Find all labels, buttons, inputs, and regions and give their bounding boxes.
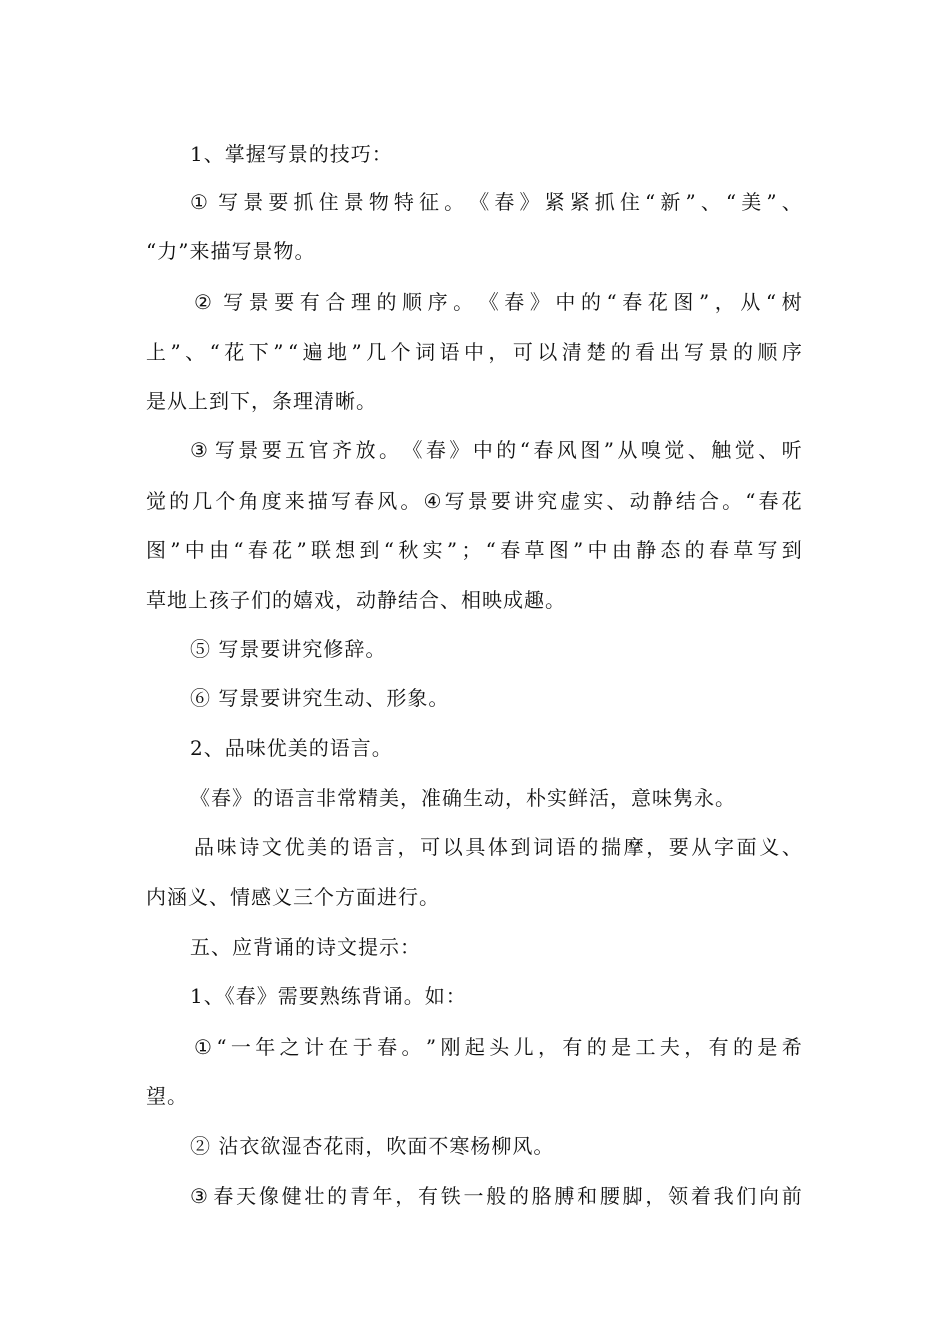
text-char: 要 [274, 290, 295, 314]
text-char: 楚 [586, 340, 607, 364]
text-char: ③ [190, 1184, 208, 1208]
text-char: ” [573, 538, 584, 562]
text-char: 觉 [734, 438, 755, 462]
text-char: 具 [465, 835, 486, 859]
text-char: “ [383, 538, 395, 562]
text-char: 、 [185, 340, 206, 364]
text-char: 虚 [560, 489, 581, 513]
text-char: 夫 [659, 1035, 680, 1059]
text-char: 着 [690, 1184, 711, 1208]
text-char: 触 [711, 438, 732, 462]
text-char: ， [645, 1184, 666, 1208]
text-char: 春 [425, 438, 446, 462]
text-char: 紧 [544, 190, 565, 214]
text-char: 由 [611, 538, 632, 562]
text-char: 春 [377, 1035, 398, 1059]
text-char: 摩 [623, 835, 644, 859]
text-char: 花 [224, 340, 245, 364]
text-char: 静 [652, 489, 673, 513]
text-char: 于 [352, 1035, 373, 1059]
text-line [194, 289, 802, 315]
text-char: 春 [758, 489, 779, 513]
text-char: 写 [331, 489, 351, 513]
text-char: 树 [781, 290, 802, 314]
text-char: “ [216, 1035, 227, 1059]
text-char: 春 [533, 438, 554, 462]
text-char: 揣 [600, 835, 621, 859]
text-line: ⑥ 写景要讲究生动、形象。 [190, 686, 450, 710]
text-char: 花 [272, 538, 293, 562]
text-char: 们 [736, 1184, 757, 1208]
text-char: 》 [449, 438, 470, 462]
text-char: ， [395, 1184, 416, 1208]
text-char: 实 [422, 538, 443, 562]
text-char: 一 [463, 1184, 484, 1208]
text-char: 春 [213, 1184, 234, 1208]
text-char: 、 [758, 438, 779, 462]
text-char: 和 [577, 1184, 598, 1208]
text-char: 写 [444, 489, 465, 513]
text-char: 写 [214, 438, 235, 462]
text-char: 住 [619, 190, 640, 214]
text-char: 特 [393, 190, 414, 214]
text-char: 到 [359, 538, 380, 562]
text-line: 草地上孩子们的嬉戏，动静结合、相映成趣。 [146, 588, 566, 612]
text-char: 《 [402, 438, 423, 462]
text-char: ， [714, 290, 735, 314]
text-char: 计 [304, 1035, 325, 1059]
text-char: 景 [248, 290, 269, 314]
text-char: 脚 [622, 1184, 643, 1208]
text-char: 景 [467, 489, 488, 513]
text-char: 体 [487, 835, 508, 859]
text-char: 的 [684, 538, 705, 562]
text-char: 优 [284, 835, 305, 859]
text-char: 结 [675, 489, 696, 513]
text-char: 写 [684, 340, 705, 364]
text-char: 景 [238, 438, 259, 462]
text-char: 的 [376, 290, 397, 314]
text-char: 天 [236, 1184, 257, 1208]
text-line: 1、《春》需要熟练背诵。如： [190, 984, 467, 1008]
text-char: 的 [327, 1184, 348, 1208]
text-char: 遍 [302, 340, 323, 364]
text-char: “ [209, 340, 220, 364]
text-char: 角 [238, 489, 259, 513]
text-char: “ [287, 340, 299, 364]
text-char: 征 [419, 190, 440, 214]
text-char: 是 [611, 1035, 632, 1059]
text-line: 内涵义、情感义三个方面进行。 [146, 885, 440, 909]
text-char: ， [397, 835, 418, 859]
text-char: 秋 [398, 538, 419, 562]
text-char: 草 [733, 538, 754, 562]
text-char: 领 [668, 1184, 689, 1208]
text-char: 出 [659, 340, 680, 364]
text-char: 顺 [402, 290, 422, 314]
text-char: ” [685, 190, 696, 214]
text-char: 有 [562, 1035, 583, 1059]
text-char: 铁 [440, 1184, 461, 1208]
text-char: 。 [400, 489, 421, 513]
text-char: “ [233, 538, 244, 562]
text-char: 。 [453, 290, 474, 314]
text-char: 放 [355, 438, 376, 462]
text-char: ” [351, 340, 362, 364]
text-char: 动 [629, 489, 650, 513]
text-char: 抓 [594, 190, 615, 214]
text-char: 要 [668, 835, 689, 859]
text-char: 有 [299, 290, 320, 314]
text-char: 》 [519, 190, 540, 214]
text-char: 儿 [513, 1035, 534, 1059]
text-char: ③ [190, 438, 208, 462]
text-char: 有 [708, 1035, 729, 1059]
text-char: 向 [759, 1184, 780, 1208]
text-char: 嗅 [640, 438, 661, 462]
text-char: 的 [329, 835, 350, 859]
text-char: 春 [247, 538, 268, 562]
text-line: 是从上到下，条理清晰。 [146, 389, 377, 413]
text-line [146, 537, 802, 563]
text-char: 实 [583, 489, 604, 513]
text-char: 写 [218, 190, 239, 214]
text-char: 上 [146, 340, 166, 364]
text-char: 清 [561, 340, 582, 364]
text-char: 态 [660, 538, 681, 562]
text-char: 味 [216, 835, 237, 859]
text-char: 度 [261, 489, 282, 513]
text-char: 下 [248, 340, 269, 364]
text-char: 序 [781, 340, 802, 364]
text-char: 、 [606, 489, 627, 513]
text-char: 我 [713, 1184, 734, 1208]
text-char: 合 [698, 489, 719, 513]
text-char: 、 [781, 190, 802, 214]
text-line: 五、应背诵的诗文提示： [190, 935, 421, 959]
text-line [190, 1183, 802, 1209]
text-char: 词 [415, 340, 436, 364]
text-char: 《 [469, 190, 490, 214]
text-char: 顺 [757, 340, 778, 364]
text-char: 春 [500, 538, 521, 562]
text-char: ” [273, 340, 284, 364]
text-char: 工 [635, 1035, 656, 1059]
text-char: 几 [192, 489, 213, 513]
text-char: 想 [335, 538, 356, 562]
text-char: 写 [757, 538, 778, 562]
text-char: ” [296, 538, 307, 562]
text-char: 物 [368, 190, 389, 214]
text-char: 景 [243, 190, 264, 214]
text-char: 新 [660, 190, 681, 214]
text-char: ② [194, 290, 212, 314]
text-char: ” [425, 1035, 437, 1059]
text-char: 的 [610, 340, 631, 364]
text-line: ② 沾衣欲湿杏花雨，吹面不寒杨柳风。 [190, 1134, 555, 1158]
text-char: 的 [586, 1035, 607, 1059]
text-char: ” [766, 190, 777, 214]
text-char: 官 [308, 438, 329, 462]
text-char: ， [684, 1035, 705, 1059]
text-char: 从 [691, 835, 712, 859]
text-char: 有 [418, 1184, 439, 1208]
text-char: 可 [512, 340, 533, 364]
text-char: ” [170, 340, 181, 364]
text-line [146, 488, 802, 514]
text-char: 合 [325, 290, 346, 314]
text-char: 春 [354, 489, 375, 513]
text-char: 几 [366, 340, 387, 364]
text-char: 年 [372, 1184, 393, 1208]
text-char: 从 [740, 290, 761, 314]
text-char: 希 [781, 1035, 802, 1059]
text-char: 刚 [440, 1035, 461, 1059]
text-char: 的 [169, 489, 190, 513]
text-char: 美 [307, 835, 328, 859]
text-char: 语 [352, 835, 373, 859]
text-char: 起 [464, 1035, 485, 1059]
text-char: 觉 [146, 489, 166, 513]
text-char: 诗 [239, 835, 260, 859]
text-char: “ [725, 190, 737, 214]
text-char: “ [519, 438, 530, 462]
text-char: 理 [350, 290, 371, 314]
text-line [194, 834, 802, 860]
text-char: ， [646, 835, 667, 859]
text-line: 《春》的语言非常精美，准确生动，朴实鲜活，意味隽永。 [190, 786, 736, 810]
text-char: 膊 [554, 1184, 575, 1208]
text-char: 的 [732, 340, 753, 364]
text-char: 的 [733, 1035, 754, 1059]
text-char: 词 [533, 835, 554, 859]
text-char: ” [698, 290, 710, 314]
text-char: 头 [489, 1035, 510, 1059]
text-char: 般 [486, 1184, 507, 1208]
text-char: 景 [343, 190, 364, 214]
text-char: 春 [622, 290, 643, 314]
text-line: “力”来描写景物。 [146, 239, 316, 263]
text-char: 语 [439, 340, 460, 364]
text-char: 草 [524, 538, 545, 562]
text-char: 言 [374, 835, 395, 859]
text-line: 1、掌握写景的技巧： [190, 142, 393, 166]
text-line [190, 189, 802, 215]
text-char: ① [190, 190, 208, 214]
text-char: 在 [328, 1035, 349, 1059]
text-char: 春 [708, 538, 729, 562]
text-char: 中 [472, 438, 493, 462]
text-char: 年 [255, 1035, 276, 1059]
text-char: 联 [310, 538, 331, 562]
text-char: 。 [401, 1035, 422, 1059]
text-char: 春 [504, 290, 525, 314]
text-char: 。 [722, 489, 743, 513]
text-char: 义 [759, 835, 780, 859]
text-char: 从 [617, 438, 638, 462]
text-char: 的 [580, 290, 601, 314]
text-char: 腰 [599, 1184, 620, 1208]
text-char: 文 [261, 835, 282, 859]
text-char: 花 [781, 489, 802, 513]
text-char: 写 [223, 290, 244, 314]
text-char: 图 [548, 538, 569, 562]
text-char: 中 [463, 340, 484, 364]
text-char: 要 [490, 489, 511, 513]
text-char: 紧 [569, 190, 590, 214]
text-char: 《 [478, 290, 499, 314]
text-char: 中 [184, 538, 205, 562]
text-char: ； [461, 538, 482, 562]
text-char: 五 [285, 438, 306, 462]
text-char: 抓 [293, 190, 314, 214]
text-char: 觉 [664, 438, 685, 462]
text-char: 风 [556, 438, 577, 462]
text-char: “ [606, 290, 617, 314]
text-char: 青 [349, 1184, 370, 1208]
text-char: “ [765, 290, 777, 314]
text-char: 花 [647, 290, 668, 314]
text-line [190, 437, 802, 463]
text-char: 讲 [513, 489, 534, 513]
text-char: 是 [757, 1035, 778, 1059]
text-char: 以 [537, 340, 558, 364]
text-char: 一 [230, 1035, 251, 1059]
text-char: 以 [442, 835, 463, 859]
text-char: 字 [714, 835, 735, 859]
text-char: ④ [423, 489, 442, 513]
text-char: 的 [508, 1184, 529, 1208]
text-char: 由 [209, 538, 230, 562]
text-char: 胳 [531, 1184, 552, 1208]
text-char: 序 [427, 290, 448, 314]
text-char: ” [170, 538, 181, 562]
text-char: 图 [146, 538, 166, 562]
text-char: 个 [390, 340, 411, 364]
text-char: ” [446, 538, 458, 562]
text-char: 来 [284, 489, 305, 513]
text-char: 》 [529, 290, 550, 314]
text-line [146, 339, 802, 365]
text-char: 静 [636, 538, 657, 562]
text-char: 壮 [304, 1184, 325, 1208]
text-char: 可 [420, 835, 441, 859]
text-char: 住 [318, 190, 339, 214]
text-char: ， [538, 1035, 559, 1059]
text-char: 地 [327, 340, 348, 364]
text-char: “ [485, 538, 496, 562]
text-char: 语 [555, 835, 576, 859]
text-char: 春 [494, 190, 515, 214]
text-char: 听 [781, 438, 802, 462]
text-char: 、 [781, 835, 802, 859]
text-char: 齐 [332, 438, 353, 462]
text-char: 究 [537, 489, 558, 513]
text-char: 要 [268, 190, 289, 214]
text-char: 个 [215, 489, 236, 513]
text-char: 的 [496, 438, 517, 462]
text-line: ⑤ 写景要讲究修辞。 [190, 637, 387, 661]
text-char: 健 [281, 1184, 302, 1208]
text-char: “ [745, 489, 756, 513]
text-char: 的 [578, 835, 599, 859]
text-char: 美 [741, 190, 762, 214]
text-char: 图 [673, 290, 694, 314]
text-char: 景 [708, 340, 729, 364]
text-char: ， [488, 340, 509, 364]
text-char: 风 [377, 489, 398, 513]
text-char: 前 [781, 1184, 802, 1208]
text-line: 2、品味优美的语言。 [190, 736, 393, 760]
text-char: 图 [580, 438, 601, 462]
text-char: 看 [635, 340, 656, 364]
text-line [194, 1034, 802, 1060]
text-char: 中 [555, 290, 576, 314]
text-char: ① [194, 1035, 212, 1059]
text-char: 、 [687, 438, 708, 462]
text-char: 要 [261, 438, 282, 462]
text-char: 像 [258, 1184, 279, 1208]
text-char: ” [603, 438, 615, 462]
text-char: 。 [379, 438, 400, 462]
text-char: 面 [736, 835, 757, 859]
text-char: 之 [279, 1035, 300, 1059]
text-char: 到 [510, 835, 531, 859]
text-char: 到 [781, 538, 802, 562]
text-char: 描 [307, 489, 328, 513]
text-char: 品 [194, 835, 214, 859]
text-char: “ [645, 190, 656, 214]
text-char: 。 [444, 190, 465, 214]
text-line: 望。 [146, 1084, 188, 1108]
text-char: 中 [587, 538, 608, 562]
text-char: 、 [700, 190, 721, 214]
